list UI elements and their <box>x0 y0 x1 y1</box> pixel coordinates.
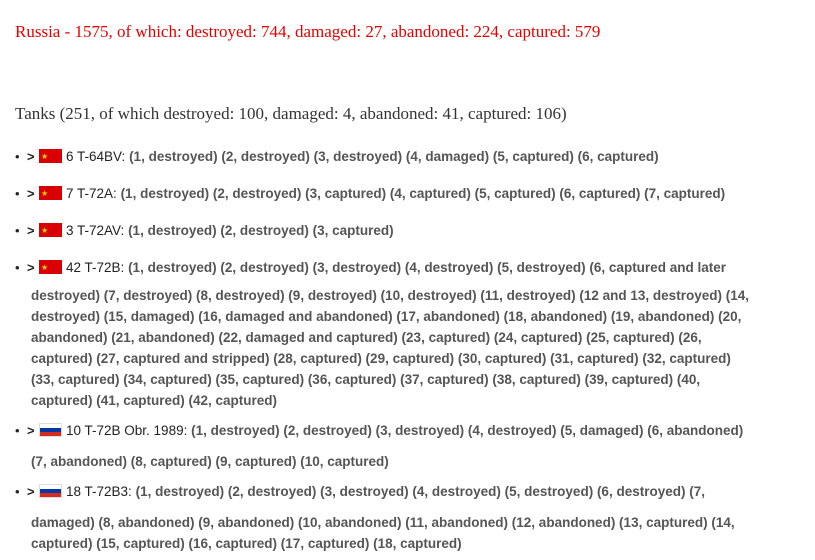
list-item <box>15 481 755 554</box>
arrow-icon: > <box>27 149 35 164</box>
ussr-flag-icon <box>39 223 62 237</box>
bullet-icon: • <box>15 149 20 164</box>
list-item <box>15 146 755 168</box>
continuation-line[interactable]: (7, abandoned) (8, captured) (9, captured) (10, captured) <box>31 454 389 469</box>
model-name: 3 T-72AV: <box>66 223 125 238</box>
model-name: 10 T-72B Obr. 1989: <box>66 423 188 438</box>
continuation-line[interactable]: captured) (15, captured) (16, captured) (17, captured) (18, captured) <box>31 536 462 551</box>
ussr-flag-icon <box>39 186 62 200</box>
unit-links[interactable]: (1, destroyed) (2, destroyed) (3, destroyed) (4, destroyed) (5, damaged) (6, abandoned) <box>191 423 744 438</box>
arrow-icon: > <box>27 223 35 238</box>
arrow-icon: > <box>27 186 35 201</box>
ussr-flag-icon <box>39 260 62 274</box>
unit-links[interactable]: (1, destroyed) (2, destroyed) (3, captured) <box>128 223 394 238</box>
bullet-icon: • <box>15 423 20 438</box>
arrow-icon: > <box>27 484 35 499</box>
model-name: 18 T-72B3: <box>66 484 132 499</box>
russia-flag-icon <box>39 484 62 498</box>
continuation-line[interactable]: captured) (41, captured) (42, captured) <box>31 393 278 408</box>
continuation-line[interactable]: destroyed) (7, destroyed) (8, destroyed) (9, destroyed) (10, destroyed) (11, destroyed) (12 and 13, destroyed) (14, <box>31 288 749 303</box>
bullet-icon: • <box>15 223 20 238</box>
arrow-icon: > <box>27 260 35 275</box>
model-name: 6 T-64BV: <box>66 149 126 164</box>
list-item <box>15 257 755 411</box>
ussr-flag-icon <box>39 149 62 163</box>
bullet-icon: • <box>15 186 20 201</box>
continuation-line[interactable]: destroyed) (15, damaged) (16, damaged and abandoned) (17, abandoned) (18, abandoned) (19, abandoned) (20, <box>31 309 742 324</box>
bullet-icon: • <box>15 260 20 275</box>
continuation-line[interactable]: damaged) (8, abandoned) (9, abandoned) (10, abandoned) (11, abandoned) (12, abandoned) (13, captured) (14, <box>31 515 735 530</box>
list-item <box>15 220 755 242</box>
country-summary: Russia - 1575, of which: destroyed: 744, damaged: 27, abandoned: 224, captured: 579 <box>15 22 601 41</box>
arrow-icon: > <box>27 423 35 438</box>
continuation-line[interactable]: (33, captured) (34, captured) (35, captured) (36, captured) (37, captured) (38, captured) (39, captured) (40, <box>31 372 701 387</box>
model-name: 42 T-72B: <box>66 260 125 275</box>
section-title: Tanks (251, of which destroyed: 100, damaged: 4, abandoned: 41, captured: 106) <box>15 104 567 123</box>
unit-links[interactable]: (1, destroyed) (2, destroyed) (3, destroyed) (4, destroyed) (5, destroyed) (6, captured and later <box>128 260 726 275</box>
continuation-line[interactable]: captured) (27, captured and stripped) (28, captured) (29, captured) (30, captured) (31, captured) (32, captured) <box>31 351 731 366</box>
russia-flag-icon <box>39 423 62 437</box>
model-name: 7 T-72A: <box>66 186 117 201</box>
unit-links[interactable]: (1, destroyed) (2, destroyed) (3, destroyed) (4, damaged) (5, captured) (6, captured) <box>129 149 659 164</box>
list-item <box>15 420 755 472</box>
continuation-line[interactable]: abandoned) (21, abandoned) (22, damaged and captured) (23, captured) (24, captured) (25, captured) (26, <box>31 330 702 345</box>
equipment-list <box>15 146 755 554</box>
unit-links[interactable]: (1, destroyed) (2, destroyed) (3, destroyed) (4, destroyed) (5, destroyed) (6, destroyed) (7, <box>135 484 705 499</box>
bullet-icon: • <box>15 484 20 499</box>
unit-links[interactable]: (1, destroyed) (2, destroyed) (3, captured) (4, captured) (5, captured) (6, captured) (7, captured) <box>120 186 726 201</box>
list-item <box>15 183 755 205</box>
